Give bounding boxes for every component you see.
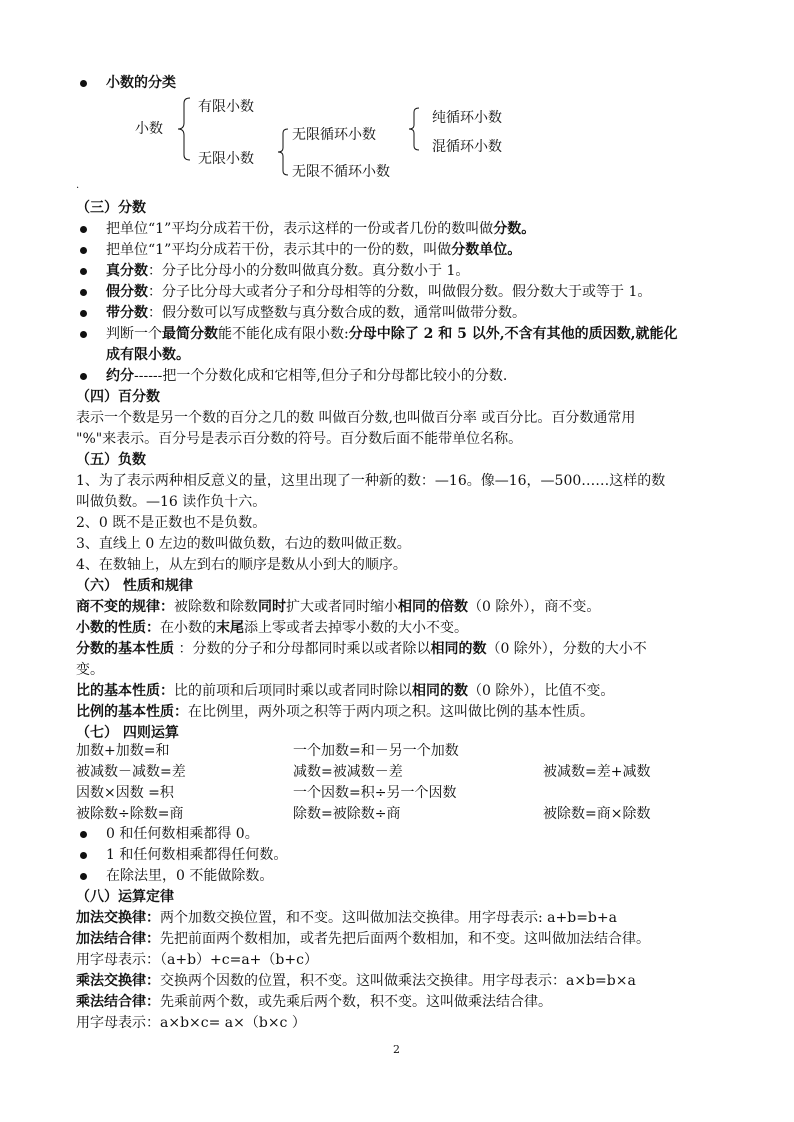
op-r1-c1: 减数=被减数－差 — [293, 764, 403, 780]
tree-pure-repeating: 纯循环小数 — [432, 110, 502, 126]
middle-brace-icon — [276, 128, 290, 176]
term: 带分数 — [106, 305, 148, 321]
term: 分母中除了 2 和 5 以外,不含有其他的质因数,就能化 — [348, 326, 678, 342]
fraction-bullet-3 — [80, 261, 740, 282]
term: 商不变的规律： — [76, 599, 174, 615]
bullet-dot-icon — [80, 373, 87, 380]
term: 比例的基本性质： — [76, 704, 188, 720]
op-bullet-1 — [80, 824, 740, 845]
bullet-dot-icon — [80, 226, 87, 233]
bullet-dot-icon — [80, 873, 87, 880]
law-add-associative-formula: 用字母表示：（a+b）+c=a+（b+c） — [76, 952, 318, 968]
classification-heading: 小数的分类 — [106, 75, 176, 91]
text: （0 除外），商不变。 — [468, 599, 601, 615]
text: 在除法里，0 不能做除数。 — [106, 868, 274, 884]
op-r1-c0: 被减数－减数=差 — [76, 764, 186, 780]
term: 成有限小数。 — [106, 347, 190, 363]
bullet-dot-icon — [80, 247, 87, 254]
term: 假分数 — [106, 284, 148, 300]
bullet-dot-icon — [80, 331, 87, 338]
term: 真分数 — [106, 263, 148, 279]
classification-bullet — [80, 73, 740, 94]
term: 分数单位。 — [451, 242, 522, 258]
section-8-heading: （八）运算定律 — [76, 889, 174, 905]
op-r0-c0: 加数+加数=和 — [76, 743, 170, 759]
law-add-commutative — [76, 908, 617, 929]
text: 在小数的 — [160, 620, 216, 636]
negative-line-3: 3、直线上 0 左边的数叫做负数，右边的数叫做正数。 — [76, 536, 411, 552]
op-r3-c2: 被除数=商×除数 — [543, 806, 651, 822]
fraction-bullet-5 — [80, 303, 740, 324]
percent-line-2: "%"来表示。百分号是表示百分数的符号。百分数后面不能带单位名称。 — [76, 431, 523, 447]
fraction-bullet-6-cont — [106, 345, 190, 366]
text: 添上零或者去掉零小数的大小不变。 — [244, 620, 468, 636]
tree-root: 小数 — [135, 121, 163, 137]
tree-infinite: 无限小数 — [198, 151, 254, 167]
rule-quotient — [76, 597, 600, 618]
law-mul-associative — [76, 992, 552, 1013]
rule-decimal — [76, 618, 468, 639]
term: 比的基本性质： — [76, 683, 174, 699]
op-bullet-2 — [80, 845, 740, 866]
op-r0-c1: 一个加数=和－另一个加数 — [293, 743, 459, 759]
text: 0 和任何数相乘都得 0。 — [106, 826, 259, 842]
section-5-heading: （五）负数 — [76, 452, 146, 468]
term: 乘法结合律： — [76, 994, 160, 1010]
text: 1 和任何数相乘都得任何数。 — [106, 847, 288, 863]
text: 能不能化成有限小数: — [218, 326, 349, 342]
text: ------把一个分数化成和它相等,但分子和分母都比较小的分数. — [134, 368, 508, 384]
term: 乘法交换律： — [76, 973, 160, 989]
term: 末尾 — [216, 620, 244, 636]
fraction-bullet-2 — [80, 240, 740, 261]
rule-ratio — [76, 681, 614, 702]
bullet-dot-icon — [80, 289, 87, 296]
op-r2-c0: 因数×因数 =积 — [76, 785, 174, 801]
page-number: 2 — [393, 1043, 400, 1056]
fraction-bullet-6 — [80, 324, 740, 345]
text: 先乘前两个数，或先乘后两个数，积不变。这叫做乘法结合律。 — [160, 994, 552, 1010]
op-r3-c0: 被除数÷除数=商 — [76, 806, 184, 822]
percent-line-1: 表示一个数是另一个数的百分之几的数 叫做百分数,也叫做百分率 或百分比。百分数通常用 — [76, 410, 636, 426]
tree-infinite-repeating: 无限循环小数 — [292, 127, 376, 143]
text: 比的前项和后项同时乘以或者同时除以 — [174, 683, 412, 699]
text: 扩大或者同时缩小 — [286, 599, 398, 615]
term: 小数的性质： — [76, 620, 160, 636]
text: 两个加数交换位置，和不变。这叫做加法交换律。用字母表示: a+b=b+a — [160, 910, 617, 926]
text: ：分数的分子和分母都同时乘以或者除以 — [174, 641, 431, 657]
text: （0 除外），比值不变。 — [468, 683, 615, 699]
tree-infinite-nonrepeating: 无限不循环小数 — [292, 164, 390, 180]
tree-finite: 有限小数 — [198, 99, 254, 115]
text: ：分子比分母大或者分子和分母相等的分数，叫做假分数。假分数大于或等于 1。 — [148, 284, 652, 300]
term: 加法结合律： — [76, 931, 160, 947]
text: 被除数和除数 — [174, 599, 258, 615]
section-4-heading: （四）百分数 — [76, 389, 160, 405]
fraction-bullet-7 — [80, 366, 740, 387]
section-6-heading: （六） 性质和规律 — [76, 578, 193, 594]
law-mul-commutative — [76, 971, 636, 992]
term: 相同的倍数 — [398, 599, 468, 615]
rule-fraction — [76, 639, 647, 660]
section-7-heading: （七） 四则运算 — [76, 725, 179, 741]
bullet-dot-icon — [80, 268, 87, 275]
text: ：分子比分母小的分数叫做真分数。真分数小于 1。 — [148, 263, 470, 279]
right-brace-icon — [407, 107, 421, 151]
rule-proportion — [76, 702, 594, 723]
text: （0 除外），分数的大小不 — [486, 641, 647, 657]
bullet-dot-icon — [80, 310, 87, 317]
text: 在比例里，两外项之积等于两内项之积。这叫做比例的基本性质。 — [188, 704, 594, 720]
op-r2-c1: 一个因数=积÷另一个因数 — [293, 785, 457, 801]
text: 把单位“1”平均分成若干份，表示这样的一份或者几份的数叫做 — [106, 221, 494, 237]
law-add-associative — [76, 929, 650, 950]
bullet-dot-icon — [80, 852, 87, 859]
bullet-dot-icon — [80, 80, 87, 87]
text: ：假分数可以写成整数与真分数合成的数，通常叫做带分数。 — [148, 305, 526, 321]
term: 最简分数 — [162, 326, 218, 342]
bullet-dot-icon — [80, 831, 87, 838]
text: 先把前面两个数相加，或者先把后面两个数相加，和不变。这叫做加法结合律。 — [160, 931, 650, 947]
negative-line-2: 2、0 既不是正数也不是负数。 — [76, 515, 267, 531]
stray-mark: . — [76, 180, 80, 191]
negative-line-1: 1、为了表示两种相反意义的量，这里出现了一种新的数：—16。像—16，—500……这样的数 — [76, 473, 666, 489]
negative-line-4: 4、在数轴上，从左到右的顺序是数从小到大的顺序。 — [76, 557, 407, 573]
negative-line-1b: 叫做负数。—16 读作负十六。 — [76, 494, 267, 510]
fraction-bullet-1 — [80, 219, 740, 240]
term: 分数。 — [493, 221, 536, 237]
text: 交换两个因数的位置，积不变。这叫做乘法交换律。用字母表示：a×b=b×a — [160, 973, 636, 989]
tree-mixed-repeating: 混循环小数 — [432, 139, 502, 155]
fraction-bullet-4 — [80, 282, 740, 303]
text: 把单位“1”平均分成若干份，表示其中的一份的数，叫做 — [106, 242, 452, 258]
op-bullet-3 — [80, 866, 740, 887]
term: 约分 — [106, 368, 134, 384]
op-r1-c2: 被减数=差+减数 — [543, 764, 651, 780]
term: 同时 — [258, 599, 286, 615]
section-3-heading: （三）分数 — [76, 200, 146, 216]
text: 判断一个 — [106, 326, 162, 342]
term: 加法交换律： — [76, 910, 160, 926]
left-brace-icon — [176, 97, 192, 161]
term: 相同的数 — [430, 641, 487, 657]
law-mul-associative-formula: 用字母表示：a×b×c= a×（b×c ） — [76, 1015, 306, 1031]
op-r3-c1: 除数=被除数÷商 — [293, 806, 401, 822]
rule-fraction-cont: 变。 — [76, 662, 104, 678]
term: 相同的数 — [412, 683, 468, 699]
term: 分数的基本性质 — [76, 641, 174, 657]
